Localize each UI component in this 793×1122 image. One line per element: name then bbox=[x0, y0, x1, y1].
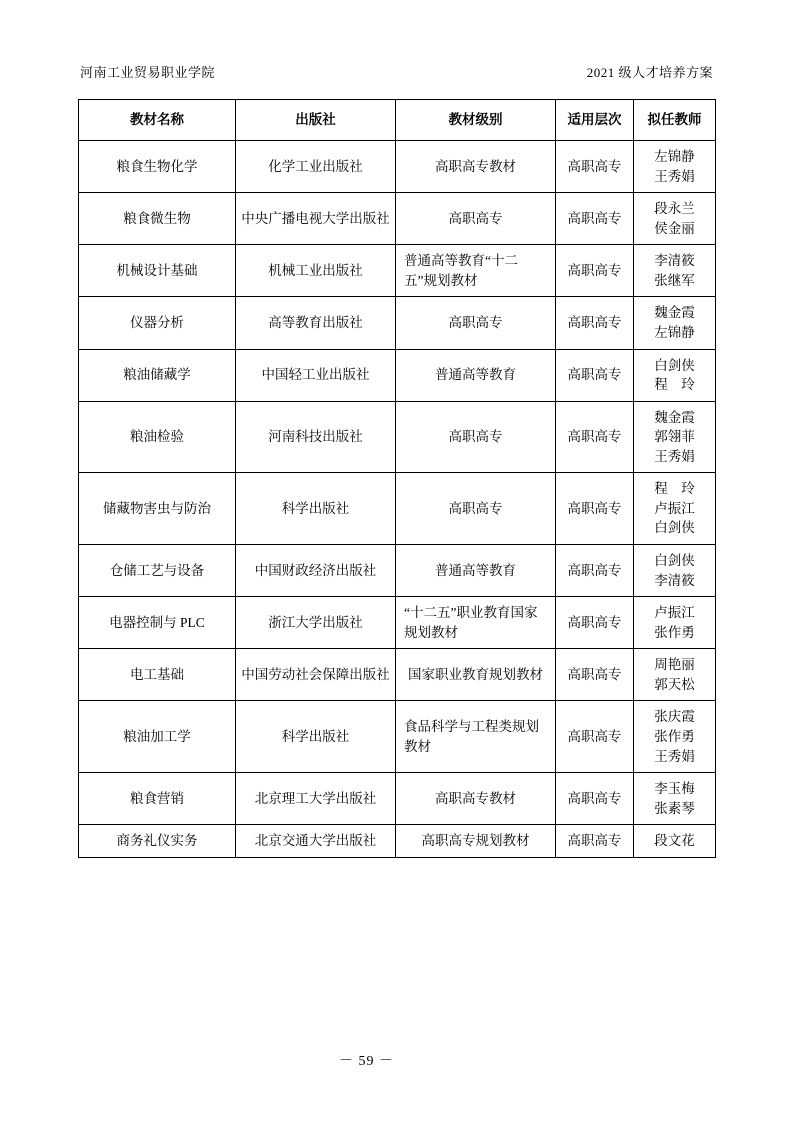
cell-applicable-level: 高职高专 bbox=[556, 473, 634, 545]
cell-textbook-name: 粮油检验 bbox=[79, 401, 236, 473]
cell-assigned-teachers bbox=[634, 773, 716, 825]
page-footer bbox=[0, 1050, 793, 1070]
teacher-name: 王秀娟 bbox=[654, 748, 695, 764]
cell-textbook-level: 普通高等教育“十二五”规划教材 bbox=[396, 245, 556, 297]
teacher-name: 魏金霞 bbox=[654, 409, 695, 425]
teacher-name: 李清筱 bbox=[654, 253, 695, 269]
cell-textbook-level: 高职高专教材 bbox=[396, 141, 556, 193]
cell-applicable-level: 高职高专 bbox=[556, 245, 634, 297]
cell-publisher: 科学出版社 bbox=[236, 701, 396, 773]
column-header-press: 出版社 bbox=[236, 100, 396, 141]
cell-assigned-teachers bbox=[634, 245, 716, 297]
cell-applicable-level: 高职高专 bbox=[556, 141, 634, 193]
cell-textbook-name: 粮食营销 bbox=[79, 773, 236, 825]
table-row bbox=[79, 773, 716, 825]
cell-textbook-name: 仪器分析 bbox=[79, 297, 236, 349]
cell-applicable-level: 高职高专 bbox=[556, 701, 634, 773]
cell-textbook-name: 机械设计基础 bbox=[79, 245, 236, 297]
table-row bbox=[79, 473, 716, 545]
page-number: － 59 － bbox=[339, 1054, 394, 1069]
header-document-title: 2021 级人才培养方案 bbox=[586, 65, 713, 80]
cell-applicable-level: 高职高专 bbox=[556, 773, 634, 825]
table-body bbox=[79, 141, 716, 858]
teacher-name: 张作勇 bbox=[654, 728, 695, 744]
cell-applicable-level: 高职高专 bbox=[556, 825, 634, 858]
teacher-name: 周艳丽 bbox=[654, 657, 695, 673]
cell-publisher: 河南科技出版社 bbox=[236, 401, 396, 473]
cell-textbook-name: 仓储工艺与设备 bbox=[79, 545, 236, 597]
teacher-name: 侯金丽 bbox=[654, 220, 695, 236]
cell-applicable-level: 高职高专 bbox=[556, 297, 634, 349]
cell-applicable-level: 高职高专 bbox=[556, 597, 634, 649]
cell-publisher: 中国财政经济出版社 bbox=[236, 545, 396, 597]
cell-textbook-level: 食品科学与工程类规划教材 bbox=[396, 701, 556, 773]
teacher-name: 张庆霞 bbox=[654, 709, 695, 725]
teacher-name: 卢振江 bbox=[654, 605, 695, 621]
cell-publisher: 机械工业出版社 bbox=[236, 245, 396, 297]
table-row bbox=[79, 545, 716, 597]
cell-textbook-level: 普通高等教育 bbox=[396, 545, 556, 597]
table-row bbox=[79, 597, 716, 649]
cell-textbook-level: “十二五”职业教育国家规划教材 bbox=[396, 597, 556, 649]
cell-assigned-teachers bbox=[634, 825, 716, 858]
table-row bbox=[79, 349, 716, 401]
table-row bbox=[79, 297, 716, 349]
cell-publisher: 浙江大学出版社 bbox=[236, 597, 396, 649]
cell-publisher: 中国劳动社会保障出版社 bbox=[236, 649, 396, 701]
cell-publisher: 北京理工大学出版社 bbox=[236, 773, 396, 825]
teacher-name: 张素琴 bbox=[654, 800, 695, 816]
teacher-name: 张继军 bbox=[654, 272, 695, 288]
cell-textbook-name: 粮油加工学 bbox=[79, 701, 236, 773]
cell-textbook-name: 储藏物害虫与防治 bbox=[79, 473, 236, 545]
cell-applicable-level: 高职高专 bbox=[556, 401, 634, 473]
cell-publisher: 高等教育出版社 bbox=[236, 297, 396, 349]
column-header-teacher: 拟任教师 bbox=[634, 100, 716, 141]
cell-applicable-level: 高职高专 bbox=[556, 545, 634, 597]
cell-assigned-teachers bbox=[634, 349, 716, 401]
cell-textbook-level: 普通高等教育 bbox=[396, 349, 556, 401]
cell-textbook-name: 商务礼仪实务 bbox=[79, 825, 236, 858]
column-header-layer: 适用层次 bbox=[556, 100, 634, 141]
cell-applicable-level: 高职高专 bbox=[556, 349, 634, 401]
cell-textbook-level: 高职高专规划教材 bbox=[396, 825, 556, 858]
table-row bbox=[79, 649, 716, 701]
cell-publisher: 北京交通大学出版社 bbox=[236, 825, 396, 858]
table-header-row bbox=[79, 100, 716, 141]
teacher-name: 白剑侠 bbox=[654, 553, 695, 568]
teacher-name: 郭天松 bbox=[654, 676, 695, 692]
table-row bbox=[79, 245, 716, 297]
teacher-name: 张作勇 bbox=[654, 624, 695, 640]
textbook-table bbox=[78, 99, 716, 858]
cell-assigned-teachers bbox=[634, 141, 716, 193]
teacher-name: 程 玲 bbox=[654, 377, 695, 393]
table-row bbox=[79, 825, 716, 858]
header-institution: 河南工业贸易职业学院 bbox=[80, 65, 216, 80]
cell-assigned-teachers bbox=[634, 297, 716, 349]
teacher-name: 王秀娟 bbox=[654, 448, 695, 464]
cell-assigned-teachers bbox=[634, 597, 716, 649]
teacher-name: 程 玲 bbox=[654, 481, 695, 497]
cell-textbook-name: 粮食微生物 bbox=[79, 193, 236, 245]
teacher-name: 郭翎菲 bbox=[654, 429, 695, 445]
cell-textbook-name: 电工基础 bbox=[79, 649, 236, 701]
teacher-name: 段文花 bbox=[654, 833, 695, 849]
cell-applicable-level: 高职高专 bbox=[556, 649, 634, 701]
cell-textbook-name: 电器控制与 PLC bbox=[79, 597, 236, 649]
cell-assigned-teachers bbox=[634, 193, 716, 245]
page-header bbox=[78, 62, 715, 81]
teacher-name: 李清筱 bbox=[654, 572, 695, 588]
cell-textbook-level: 高职高专 bbox=[396, 193, 556, 245]
cell-textbook-level: 高职高专 bbox=[396, 297, 556, 349]
cell-assigned-teachers bbox=[634, 545, 716, 597]
teacher-name: 左锦静 bbox=[654, 149, 695, 164]
cell-textbook-level: 国家职业教育规划教材 bbox=[396, 649, 556, 701]
cell-publisher: 中国轻工业出版社 bbox=[236, 349, 396, 401]
teacher-name: 李玉梅 bbox=[654, 781, 695, 797]
cell-textbook-name: 粮油储藏学 bbox=[79, 349, 236, 401]
table-row bbox=[79, 401, 716, 473]
cell-assigned-teachers bbox=[634, 473, 716, 545]
teacher-name: 左锦静 bbox=[654, 324, 695, 340]
teacher-name: 段永兰 bbox=[654, 201, 695, 217]
cell-applicable-level: 高职高专 bbox=[556, 193, 634, 245]
cell-textbook-name: 粮食生物化学 bbox=[79, 141, 236, 193]
cell-assigned-teachers bbox=[634, 649, 716, 701]
teacher-name: 魏金霞 bbox=[654, 305, 695, 321]
cell-textbook-level: 高职高专教材 bbox=[396, 773, 556, 825]
cell-publisher: 中央广播电视大学出版社 bbox=[236, 193, 396, 245]
teacher-name: 卢振江 bbox=[654, 500, 695, 516]
cell-publisher: 科学出版社 bbox=[236, 473, 396, 545]
teacher-name: 白剑侠 bbox=[654, 357, 695, 373]
teacher-name: 白剑侠 bbox=[654, 520, 695, 536]
cell-assigned-teachers bbox=[634, 401, 716, 473]
table-row bbox=[79, 193, 716, 245]
teacher-name: 王秀娟 bbox=[654, 168, 695, 184]
cell-publisher: 化学工业出版社 bbox=[236, 141, 396, 193]
table-row bbox=[79, 701, 716, 773]
cell-assigned-teachers bbox=[634, 701, 716, 773]
cell-textbook-level: 高职高专 bbox=[396, 473, 556, 545]
column-header-name: 教材名称 bbox=[79, 100, 236, 141]
table-row bbox=[79, 141, 716, 193]
column-header-level: 教材级别 bbox=[396, 100, 556, 141]
cell-textbook-level: 高职高专 bbox=[396, 401, 556, 473]
